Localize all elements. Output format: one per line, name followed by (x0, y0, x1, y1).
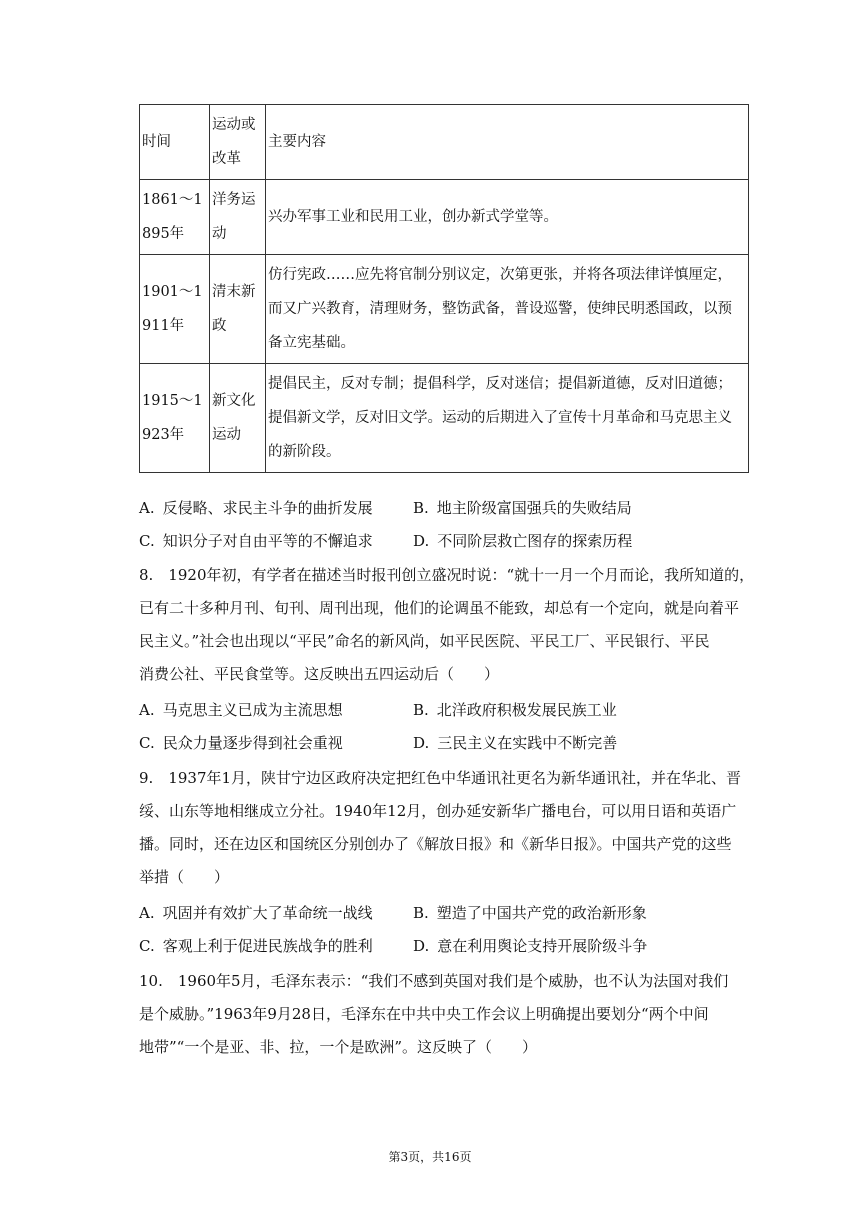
table-header-row (140, 105, 749, 180)
row-movement: 洋务运动 (210, 180, 266, 255)
option-letter: D. (413, 937, 430, 955)
history-table (139, 104, 749, 473)
option-text: 反侵略、求民主斗争的曲折发展 (162, 499, 373, 517)
option-text: 马克思主义已成为主流思想 (162, 701, 343, 719)
option-text: 不同阶层救亡图存的探索历程 (437, 532, 633, 550)
option-text: 客观上利于促进民族战争的胜利 (162, 937, 373, 955)
q8-option-c (139, 727, 343, 760)
q9-stem-line: 绥、山东等地相继成立分社。1940年12月，创办延安新华广播电台，可以用日语和英语广 (139, 802, 737, 820)
row-movement: 新文化运动 (210, 364, 266, 473)
table-row (140, 364, 749, 473)
row-content: 兴办军事工业和民用工业，创办新式学堂等。 (266, 180, 749, 255)
row-content: 仿行宪政……应先将官制分别议定，次第更张，并将各项法律详慎厘定，而又广兴教育，清理财务，整饬武备，普设巡警，使绅民明悉国政，以预备立宪基础。 (266, 255, 749, 364)
option-letter: B. (413, 499, 429, 517)
header-content: 主要内容 (266, 105, 749, 180)
q7-option-a (139, 492, 373, 525)
option-text: 民众力量逐步得到社会重视 (162, 734, 343, 752)
q8-stem-line: 民主义。”社会也出现以“平民”命名的新风尚，如平民医院、平民工厂、平民银行、平民 (139, 632, 710, 650)
q8-stem-line: 8. 1920年初，有学者在描述当时报刊创立盛况时说：“就十一月一个月而论，我所知道的， (139, 566, 755, 584)
option-letter: A. (139, 701, 155, 719)
row-content: 提倡民主，反对专制；提倡科学，反对迷信；提倡新道德，反对旧道德；提倡新文学，反对旧文学。运动的后期进入了宣传十月革命和马克思主义的新阶段。 (266, 364, 749, 473)
option-text: 地主阶级富国强兵的失败结局 (436, 499, 632, 517)
q10-stem-line: 是个威胁。”1963年9月28日，毛泽东在中共中央工作会议上明确提出要划分“两个中间 (139, 1005, 709, 1023)
option-letter: B. (413, 701, 429, 719)
row-time: 1861～1895年 (140, 180, 210, 255)
option-letter: D. (413, 734, 430, 752)
q8-option-d (413, 727, 617, 760)
q8-stem-line: 消费公社、平民食堂等。这反映出五四运动后（ ） (139, 665, 500, 683)
row-movement: 清末新政 (210, 255, 266, 364)
q8-option-a (139, 694, 343, 727)
table-row (140, 180, 749, 255)
option-letter: C. (139, 532, 155, 550)
row-time: 1901～1911年 (140, 255, 210, 364)
q7-option-d (413, 525, 632, 558)
q9-option-d (413, 930, 647, 963)
q9-stem-line: 举措（ ） (139, 868, 230, 886)
option-letter: A. (139, 904, 155, 922)
option-letter: B. (413, 904, 429, 922)
option-letter: D. (413, 532, 430, 550)
q10-stem-line: 10. 1960年5月，毛泽东表示：“我们不感到英国对我们是个威胁，也不认为法国对我们 (139, 972, 729, 990)
q7-option-c (139, 525, 373, 558)
table-row (140, 255, 749, 364)
header-movement: 运动或改革 (210, 105, 266, 180)
q8-option-b (413, 694, 617, 727)
page-footer: 第3页，共16页 (388, 1150, 472, 1164)
option-text: 巩固并有效扩大了革命统一战线 (162, 904, 373, 922)
q9-stem-line: 播。同时，还在边区和国统区分别创办了《解放日报》和《新华日报》。中国共产党的这些 (139, 835, 732, 853)
q10-stem-line: 地带”“一个是亚、非、拉，一个是欧洲”。这反映了（ ） (139, 1038, 538, 1056)
option-text: 塑造了中国共产党的政治新形象 (436, 904, 647, 922)
q8-stem-line: 已有二十多种月刊、旬刊、周刊出现，他们的论调虽不能致，却总有一个定向，就是向着平 (139, 599, 740, 617)
header-time: 时间 (140, 105, 210, 180)
option-letter: C. (139, 734, 155, 752)
q9-option-a (139, 897, 373, 930)
q9-option-c (139, 930, 373, 963)
q7-option-b (413, 492, 632, 525)
row-time: 1915～1923年 (140, 364, 210, 473)
q9-option-b (413, 897, 647, 930)
option-text: 北洋政府积极发展民族工业 (436, 701, 617, 719)
option-text: 三民主义在实践中不断完善 (437, 734, 618, 752)
q9-stem-line: 9. 1937年1月，陕甘宁边区政府决定把红色中华通讯社更名为新华通讯社，并在华北、晋 (139, 769, 742, 787)
option-text: 意在利用舆论支持开展阶级斗争 (437, 937, 648, 955)
option-text: 知识分子对自由平等的不懈追求 (162, 532, 373, 550)
option-letter: A. (139, 499, 155, 517)
option-letter: C. (139, 937, 155, 955)
